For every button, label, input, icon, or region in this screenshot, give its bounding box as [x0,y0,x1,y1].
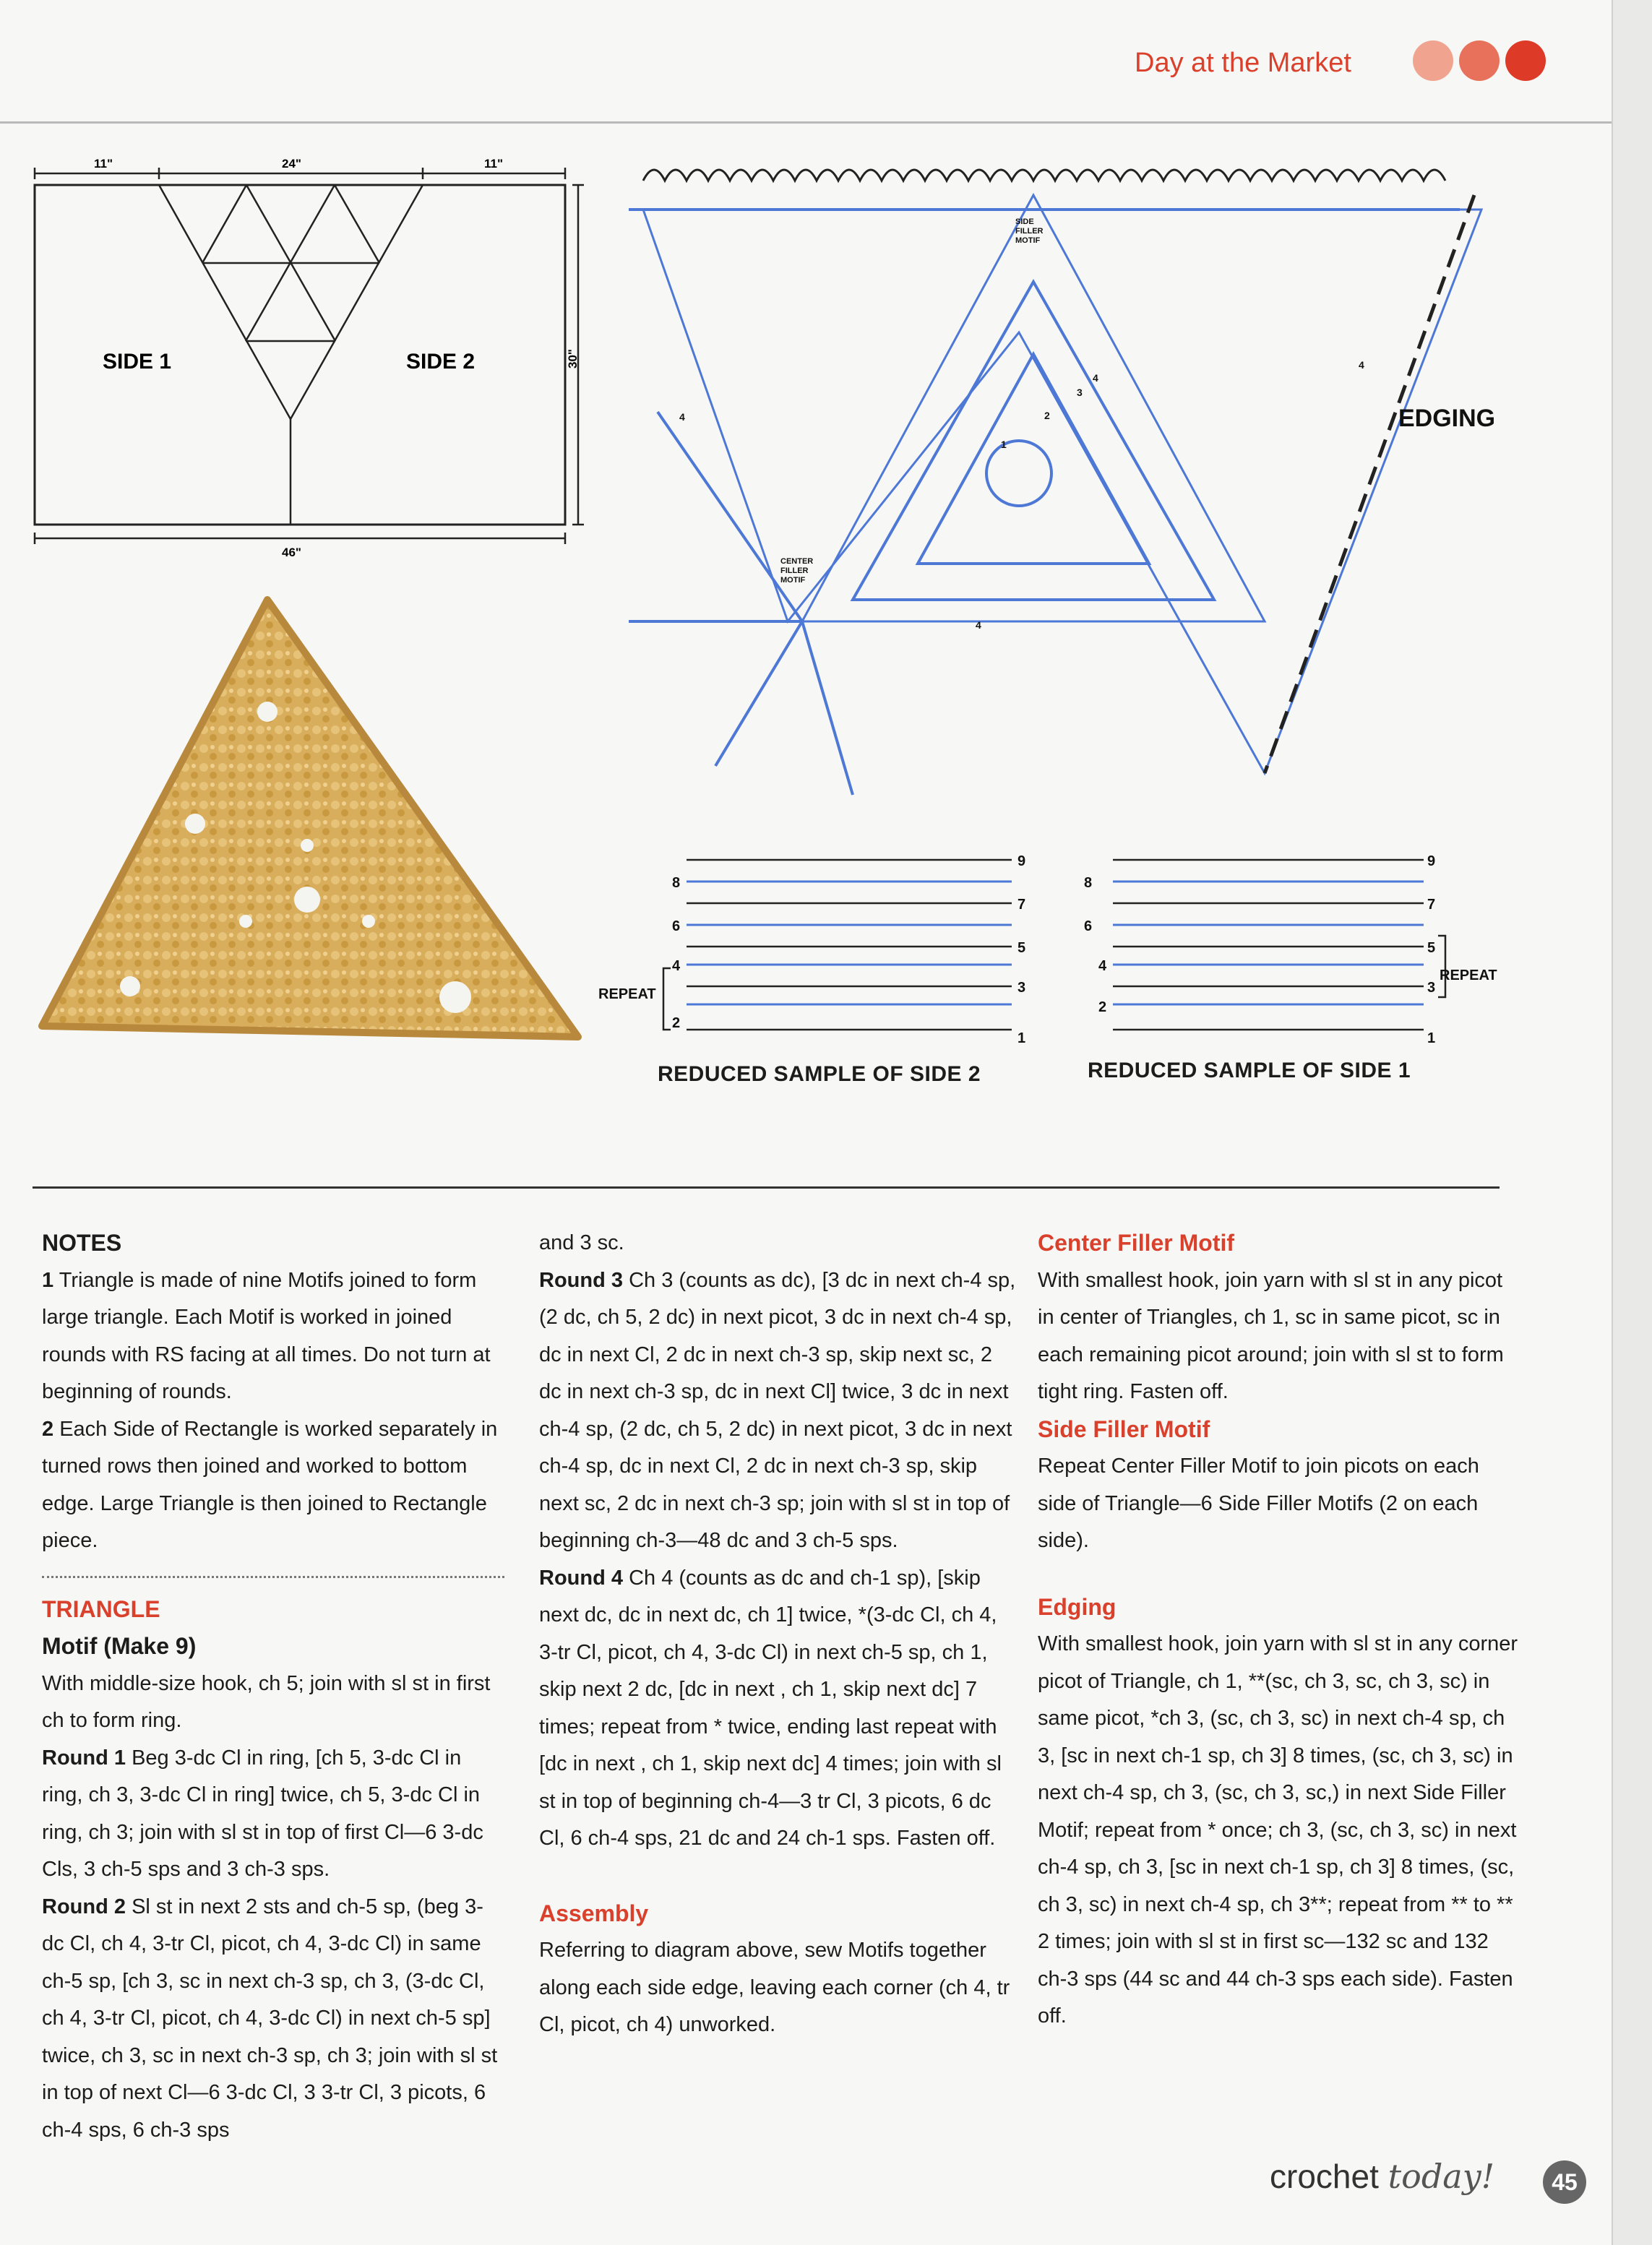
reduced-sample-side2 [585,838,1077,1062]
center-filler-label-3: MOTIF [780,576,806,585]
side-filler-label-3: MOTIF [1015,236,1041,245]
sample1-row-3: 3 [1427,980,1436,996]
header-dot-medium [1459,40,1500,81]
sample1-row-6: 6 [1084,918,1093,934]
sample1-repeat-label: REPEAT [1440,968,1497,983]
side-filler-heading: Side Filler Motif [1038,1415,1210,1442]
footer-brand [1270,2157,1494,2196]
sample2-row-8: 8 [672,875,681,891]
sample1-row-4: 4 [1098,958,1107,974]
note-2 [42,1411,504,1560]
side2-label: SIDE 2 [406,350,476,374]
sample1-row-7: 7 [1427,897,1436,913]
dim-bottom-label: 46" [282,546,301,559]
motif-heading: Motif (Make 9) [42,1633,197,1659]
header-dot-light [1413,40,1453,81]
round-1-label: Round 1 [42,1746,126,1770]
dim-right-label: 11" [484,157,504,171]
round-4-label: Round 4 [539,1566,623,1590]
side1-label: SIDE 1 [103,350,172,374]
column-2 [539,1225,1016,2044]
page-title: Day at the Market [1135,48,1351,78]
round-number-4d: 4 [976,619,981,631]
round-3-text: Ch 3 (counts as dc), [3 dc in next ch-4 sp, (2 dc, ch 5, 2 dc) in next picot, 3 dc in next ch-4 sp, dc in next Cl, 2 dc in next ch-3 sp, skip next sc, 2 dc in next ch-3 sp, dc in next Cl] twice, 3 dc in next ch-4 sp, (2 dc, ch 5, 2 dc) in next picot, 3 dc in next ch-4 sp, dc in next Cl, 2 dc in next ch-3 sp, skip next sc, 2 dc in next ch-3 sp; join with sl st in top of beginning ch-3—48 dc and 3 ch-5 sps. [539,1268,1016,1552]
notes-heading: NOTES [42,1230,122,1256]
round-number-4b: 4 [679,411,685,423]
round-4-text: Ch 4 (counts as dc and ch-1 sp), [skip next dc, dc in next dc, ch 1] twice, *(3-dc Cl, ch 4, 3-tr Cl, picot, ch 4, 3-dc Cl) in next ch-5 sp, ch 1, skip next 2 dc, [dc in next , ch 1, skip next dc] 7 times; repeat from * twice, ending last repeat with [dc in next , ch 1, skip next dc] 4 times; join with sl st in top of beginning ch-4—3 tr Cl, 3 picots, 6 dc Cl, 6 ch-4 sps, 21 dc and 24 ch-1 sps. Fasten off. [539,1566,1002,1850]
sample1-row-8: 8 [1084,875,1093,891]
assembly-text: Referring to diagram above, sew Motifs together along each side edge, leaving each corner (ch 4, tr Cl, picot, ch 4) unworked. [539,1939,1010,2036]
sample2-row-3: 3 [1018,980,1026,996]
sample2-caption: REDUCED SAMPLE OF SIDE 2 [658,1062,981,1086]
schematic-diagram [22,152,580,559]
round-1-text: Beg 3-dc Cl in ring, [ch 5, 3-dc Cl in ring, ch 3, 3-dc Cl in ring] twice, ch 5, 3-dc Cl in ring, ch 3; join with sl st in top of first Cl—6 3-dc Cls, 3 ch-5 sps and 3 ch-3 sps. [42,1746,483,1881]
round-3 [539,1262,1016,1560]
edging-text: With smallest hook, join yarn with sl st in any corner picot of Triangle, ch 1, **(sc, ch 3, sc, ch 3, sc) in same picot, *ch 3, (sc, ch 3, sc) in next ch-4 sp, ch 3, [sc in next ch-1 sp, ch 3] 8 times, (sc, ch 3, sc) in next ch-4 sp, ch 3, (sc, ch 3, sc,) in next Side Filler Motif; repeat from * once; ch 3, (sc, ch 3, sc) in next ch-4 sp, ch 3, [sc in next ch-1 sp, ch 3] 8 times, (sc, ch 3, sc) in next ch-4 sp, ch 3**; repeat from ** to ** 2 times; join with sl st in first sc—132 sc and 132 ch-3 sps (44 sc and 44 ch-3 sps each side). Fasten off. [1038,1632,1518,2028]
round-number-2: 2 [1044,410,1050,421]
brand-main: crochet [1270,2158,1379,2195]
center-filler-label-1: CENTER [780,557,814,566]
center-filler-text: With smallest hook, join yarn with sl st in any picot in center of Triangles, ch 1, sc in same picot, sc in each remaining picot around; join with sl st to form tight ring. Fasten off. [1038,1268,1504,1403]
motif-intro: With middle-size hook, ch 5; join with sl st in first ch to form ring. [42,1671,491,1732]
sample2-row-9: 9 [1018,853,1026,869]
sample2-row-6: 6 [672,918,681,934]
assembly-heading: Assembly [539,1900,649,1926]
header-dot-dark [1505,40,1546,81]
round-number-4: 4 [1093,372,1098,384]
side-filler-label-2: FILLER [1015,227,1044,236]
dim-left-label: 11" [94,157,113,171]
sample2-row-2: 2 [672,1015,681,1031]
note-1-number: 1 [42,1268,54,1292]
triangle-heading: TRIANGLE [42,1595,160,1622]
page-gutter [1612,0,1652,2245]
note-1 [42,1262,504,1411]
round-number-3: 3 [1077,387,1083,398]
note-1-text: Triangle is made of nine Motifs joined to form large triangle. Each Motif is worked in joined rounds with RS facing at all times. Do not turn at beginning of rounds. [42,1268,491,1403]
dim-side-label: 30" [566,349,580,369]
column-3 [1038,1225,1522,2035]
round-2-text: Sl st in next 2 sts and ch-5 sp, (beg 3-dc Cl, ch 4, 3-tr Cl, picot, ch 4, 3-dc Cl) in same ch-5 sp, [ch 3, sc in next ch-3 sp, ch 3, (3-dc Cl, ch 4, 3-tr Cl, picot, ch 4, 3-dc Cl) in next ch-5 sp] twice, ch 3, sc in next ch-3 sp, ch 3; join with sl st in top of next Cl—6 3-dc Cl, 3 3-tr Cl, 3 picots, 6 ch-4 sps, 6 ch-3 sps [42,1895,498,2142]
notes-divider [42,1576,504,1578]
side-filler-label-1: SIDE [1015,217,1034,226]
crochet-triangle-photo [29,593,593,1098]
round-1 [42,1740,504,1889]
sample2-repeat-label: REPEAT [598,986,656,1002]
header-dots [1413,40,1546,81]
round-4 [539,1560,1016,1858]
round-2-continued: and 3 sc. [539,1231,624,1254]
note-2-text: Each Side of Rectangle is worked separately in turned rows then joined and worked to bottom edge. Large Triangle is then joined to Rectangle piece. [42,1417,498,1552]
header-rule [0,121,1612,124]
sample1-caption: REDUCED SAMPLE OF SIDE 1 [1088,1059,1411,1082]
column-1 [42,1225,504,2149]
sample1-row-2: 2 [1098,999,1107,1015]
sample2-row-4: 4 [672,958,681,974]
brand-script: today! [1388,2157,1495,2196]
sample1-row-5: 5 [1427,940,1436,956]
round-number-4c: 4 [1359,359,1364,371]
round-2 [42,1889,504,2150]
sample1-row-9: 9 [1427,853,1436,869]
note-2-number: 2 [42,1417,54,1441]
sample2-row-5: 5 [1018,940,1026,956]
reduced-sample-side1 [1070,838,1532,1062]
section-divider [33,1186,1500,1189]
sample2-row-1: 1 [1018,1030,1026,1046]
center-filler-label-2: FILLER [780,566,809,575]
sample2-row-7: 7 [1018,897,1026,913]
page-number: 45 [1543,2160,1586,2204]
sample1-row-1: 1 [1427,1030,1436,1046]
edging-heading: Edging [1038,1593,1117,1620]
round-2-label: Round 2 [42,1895,126,1918]
dim-center-label: 24" [282,157,301,171]
round-3-label: Round 3 [539,1268,623,1292]
edging-label: EDGING [1398,405,1496,432]
stitch-chart [614,152,1554,816]
round-number-1: 1 [1001,439,1007,450]
center-filler-heading: Center Filler Motif [1038,1230,1235,1256]
side-filler-text: Repeat Center Filler Motif to join picots on each side of Triangle—6 Side Filler Motifs (2 on each side). [1038,1455,1479,1552]
